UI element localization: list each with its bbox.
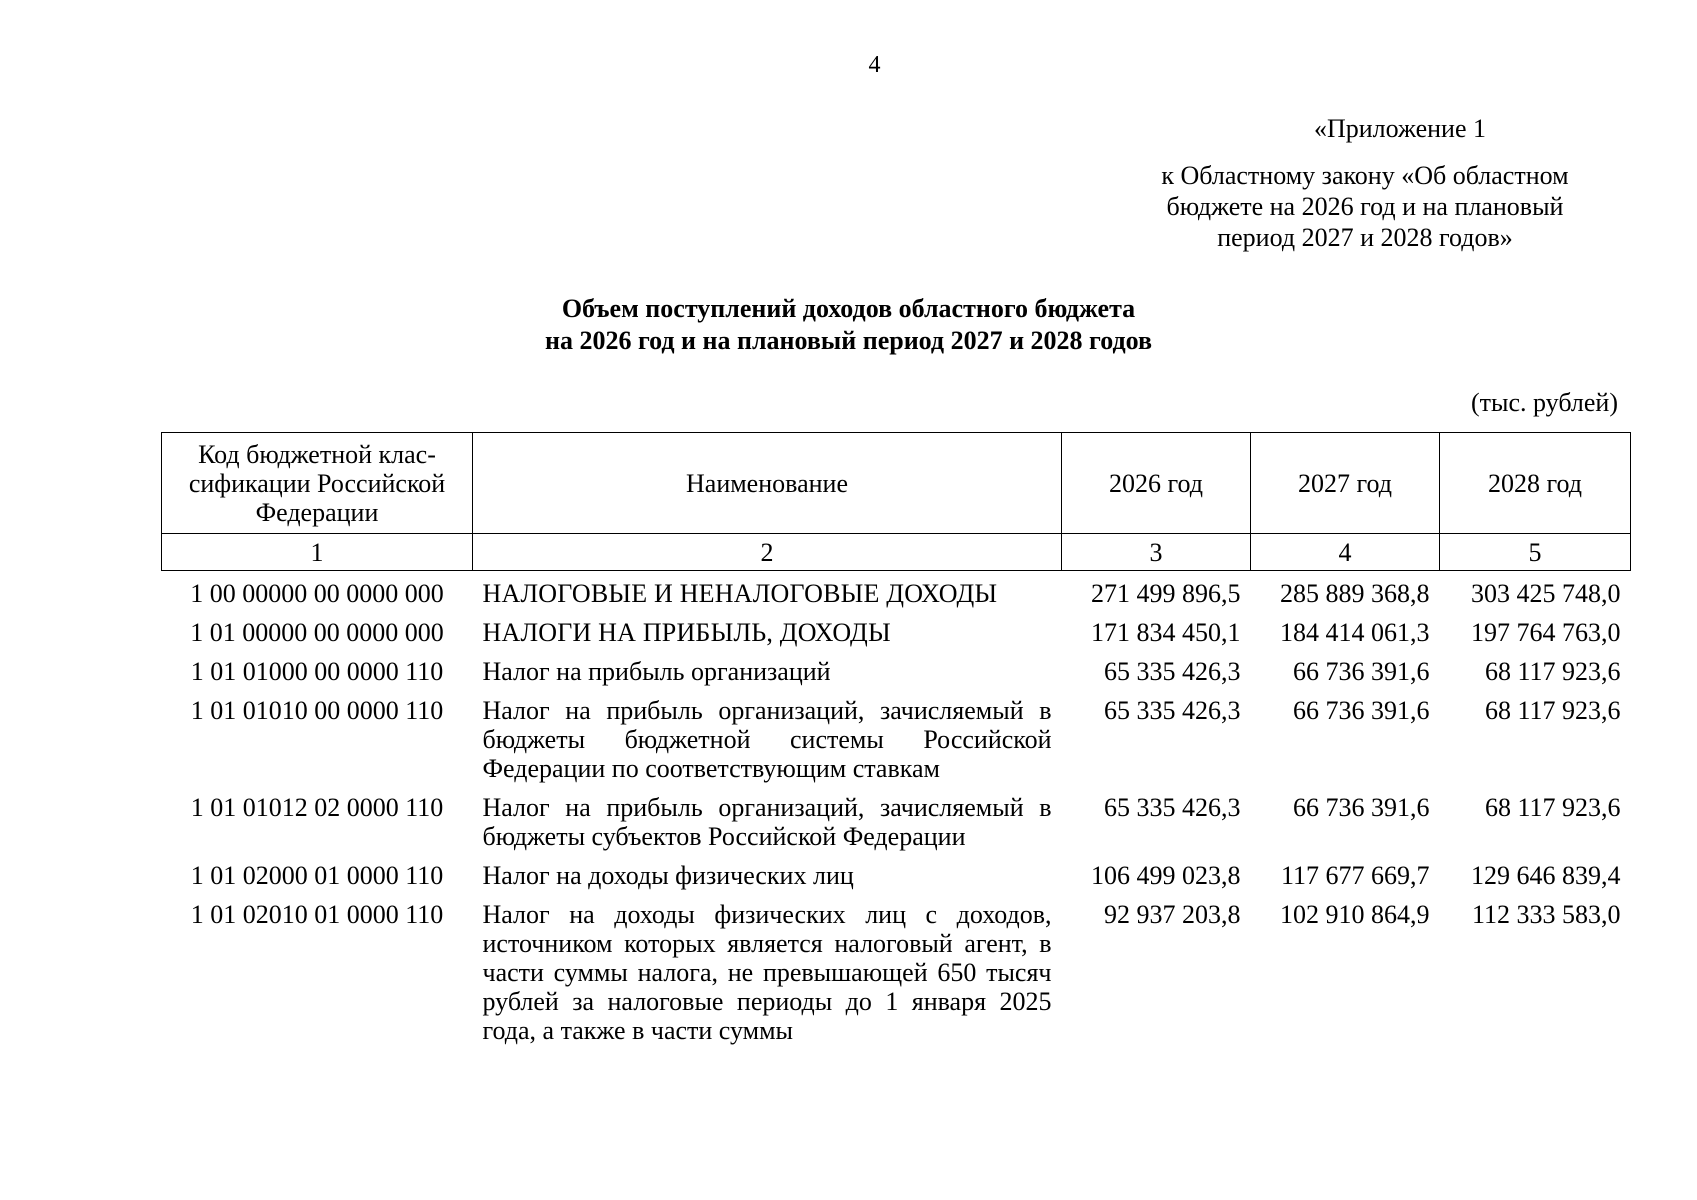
table-row — [162, 571, 1631, 614]
row-value-2028: 112 333 583,0 — [1471, 900, 1621, 929]
row-value-2026: 92 937 203,8 — [1104, 900, 1241, 929]
header-2027: 2027 год — [1251, 433, 1440, 534]
row-name: НАЛОГИ НА ПРИБЫЛЬ, ДОХОДЫ — [482, 618, 891, 647]
row-code: 1 01 01012 02 0000 110 — [190, 793, 444, 822]
row-value-2028: 68 117 923,6 — [1484, 657, 1621, 686]
header-code: Код бюджетной клас-сификации Российской Федерации — [162, 433, 473, 534]
row-value-2026: 171 834 450,1 — [1091, 618, 1241, 647]
row-code: 1 01 02000 01 0000 110 — [190, 861, 444, 890]
document-title-line: Объем поступлений доходов областного бюджета — [561, 294, 1136, 323]
column-number: 4 — [1251, 534, 1440, 571]
units-label: (тыс. рублей) — [1470, 388, 1618, 417]
column-number: 3 — [1062, 534, 1251, 571]
table-column-numbers-row — [162, 534, 1631, 571]
appendix-title: «Приложение 1 — [1313, 114, 1487, 143]
table-row — [162, 691, 1631, 788]
row-value-2026: 271 499 896,5 — [1091, 579, 1241, 608]
header-name: Наименование — [473, 433, 1062, 534]
row-value-2028: 197 764 763,0 — [1471, 618, 1621, 647]
row-value-2027: 102 910 864,9 — [1280, 900, 1430, 929]
row-value-2026: 65 335 426,3 — [1104, 793, 1241, 822]
row-value-2026: 65 335 426,3 — [1104, 696, 1241, 725]
table-header-row — [162, 433, 1631, 534]
budget-table — [161, 432, 1631, 1050]
row-code: 1 01 01010 00 0000 110 — [190, 696, 444, 725]
row-value-2027: 66 736 391,6 — [1293, 657, 1430, 686]
row-name: Налог на прибыль организаций — [482, 657, 831, 686]
appendix-law-line: бюджете на 2026 год и на плановый — [1166, 192, 1564, 221]
row-value-2028: 68 117 923,6 — [1484, 793, 1621, 822]
row-code: 1 01 01000 00 0000 110 — [190, 657, 444, 686]
row-value-2027: 66 736 391,6 — [1293, 696, 1430, 725]
row-value-2028: 129 646 839,4 — [1471, 861, 1621, 890]
page-number: 4 — [868, 52, 881, 78]
row-name: Налог на прибыль организаций, зачисляемый в бюджеты бюджетной системы Российской Федерации по соответствующим ставкам — [482, 696, 1052, 783]
table-row — [162, 856, 1631, 895]
row-code: 1 01 02010 01 0000 110 — [190, 900, 444, 929]
row-value-2027: 66 736 391,6 — [1293, 793, 1430, 822]
row-value-2027: 117 677 669,7 — [1280, 861, 1430, 890]
row-name: Налог на доходы физических лиц с доходов, источником которых является налоговый агент, в части суммы налога, не превышающей 650 тысяч рублей за налоговые периоды до 1 января 2025 года, а также в части суммы — [482, 900, 1052, 1045]
row-name: НАЛОГОВЫЕ И НЕНАЛОГОВЫЕ ДОХОДЫ — [482, 579, 998, 608]
table-row — [162, 652, 1631, 691]
row-name: Налог на прибыль организаций, зачисляемый в бюджеты субъектов Российской Федерации — [482, 793, 1052, 851]
row-code: 1 01 00000 00 0000 000 — [190, 618, 444, 647]
appendix-law-line: период 2027 и 2028 годов» — [1217, 223, 1513, 252]
document-title — [300, 293, 1397, 357]
header-2026: 2026 год — [1062, 433, 1251, 534]
row-value-2028: 68 117 923,6 — [1484, 696, 1621, 725]
row-code: 1 00 00000 00 0000 000 — [190, 579, 444, 608]
row-value-2026: 65 335 426,3 — [1104, 657, 1241, 686]
column-number: 2 — [473, 534, 1062, 571]
table-row — [162, 613, 1631, 652]
table-row — [162, 895, 1631, 1050]
row-value-2027: 184 414 061,3 — [1280, 618, 1430, 647]
column-number: 5 — [1440, 534, 1631, 571]
row-value-2026: 106 499 023,8 — [1091, 861, 1241, 890]
appendix-law-line: к Областному закону «Об областном — [1161, 161, 1569, 190]
column-number: 1 — [162, 534, 473, 571]
header-2028: 2028 год — [1440, 433, 1631, 534]
row-name: Налог на доходы физических лиц — [482, 861, 854, 890]
appendix-law-reference — [1130, 160, 1600, 253]
document-title-line: на 2026 год и на плановый период 2027 и 2028 годов — [544, 326, 1153, 355]
row-value-2027: 285 889 368,8 — [1280, 579, 1430, 608]
row-value-2028: 303 425 748,0 — [1471, 579, 1621, 608]
table-row — [162, 788, 1631, 856]
